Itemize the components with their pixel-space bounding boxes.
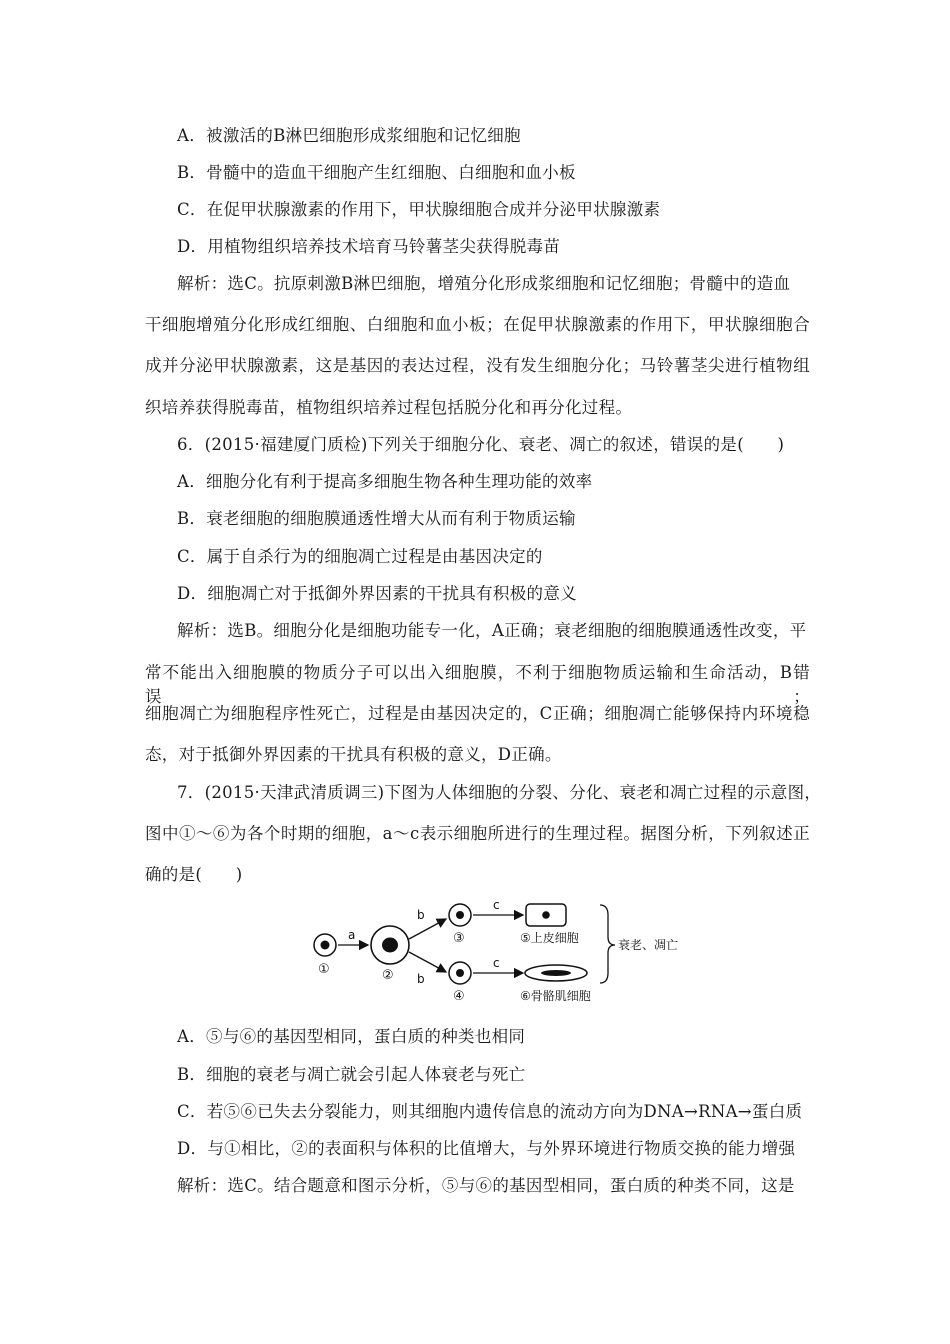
q6-analysis-line-2: 常不能出入细胞膜的物质分子可以出入细胞膜，不利于细胞物质运输和生命活动，B错误； <box>145 663 810 706</box>
q5-option-a: A．被激活的B淋巴细胞形成浆细胞和记忆细胞 <box>177 126 521 145</box>
q5-analysis-line-3: 成并分泌甲状腺激素，这是基因的表达过程，没有发生细胞分化；马铃薯茎尖进行植物组 <box>145 356 810 375</box>
q6-analysis-line-4: 态，对于抵御外界因素的干扰具有积极的意义，D正确。 <box>145 745 562 764</box>
q5-analysis-line-1: 解析：选C。抗原刺激B淋巴细胞，增殖分化形成浆细胞和记忆细胞；骨髓中的造血 <box>177 274 791 293</box>
cell-4-icon <box>449 962 471 984</box>
q5-option-b: B．骨髓中的造血干细胞产生红细胞、白细胞和血小板 <box>177 163 576 182</box>
q7-option-b: B．细胞的衰老与凋亡就会引起人体衰老与死亡 <box>177 1065 526 1084</box>
q7-option-d: D．与①相比，②的表面积与体积的比值增大，与外界环境进行物质交换的能力增强 <box>177 1139 796 1158</box>
cell-process-diagram <box>310 895 690 1005</box>
cell-1-icon <box>314 934 336 956</box>
q7-option-a: A．⑤与⑥的基因型相同，蛋白质的种类也相同 <box>177 1027 526 1046</box>
q6-option-b: B．衰老细胞的细胞膜通透性增大从而有利于物质运输 <box>177 509 576 528</box>
cell-2-icon <box>371 926 409 964</box>
q5-option-d: D．用植物组织培养技术培育马铃薯茎尖获得脱毒苗 <box>177 237 561 256</box>
q6-stem: 6．(2015·福建厦门质检)下列关于细胞分化、衰老、凋亡的叙述，错误的是( ) <box>177 435 785 454</box>
epithelial-cell-icon <box>526 904 566 926</box>
process-b-top-label: b <box>417 908 425 922</box>
q5-option-c: C．在促甲状腺激素的作用下，甲状腺细胞合成并分泌甲状腺激素 <box>177 200 661 219</box>
q5-analysis-line-4: 织培养获得脱毒苗，植物组织培养过程包括脱分化和再分化过程。 <box>145 398 633 417</box>
q5-analysis-line-2: 干细胞增殖分化形成红细胞、白细胞和血小板；在促甲状腺激素的作用下，甲状腺细胞合 <box>145 315 810 334</box>
muscle-cell-icon <box>525 965 587 981</box>
q7-stem-line-1: 7．(2015·天津武清质调三)下图为人体细胞的分裂、分化、衰老和凋亡过程的示意图， <box>177 783 822 802</box>
cell-3-label: ③ <box>453 931 465 946</box>
q7-stem-line-3: 确的是( ) <box>145 865 243 884</box>
cell-1-label: ① <box>318 962 330 977</box>
epithelial-cell-label: ⑤上皮细胞 <box>520 931 579 945</box>
q6-option-d: D．细胞凋亡对于抵御外界因素的干扰具有积极的意义 <box>177 584 577 603</box>
q6-analysis-line-3: 细胞凋亡为细胞程序性死亡，过程是由基因决定的，C正确；细胞凋亡能够保持内环境稳 <box>145 704 810 723</box>
fate-label: 衰老、凋亡 <box>618 938 679 952</box>
q6-option-a: A．细胞分化有利于提高多细胞生物各种生理功能的效率 <box>177 472 593 491</box>
process-c-bottom-label: c <box>493 956 500 970</box>
cell-3-icon <box>449 904 471 926</box>
q6-analysis-line-1: 解析：选B。细胞分化是细胞功能专一化，A正确；衰老细胞的细胞膜通透性改变，平 <box>177 621 807 640</box>
brace-icon <box>600 905 615 983</box>
q7-option-c: C．若⑤⑥已失去分裂能力，则其细胞内遗传信息的流动方向为DNA→RNA→蛋白质 <box>177 1102 803 1121</box>
process-a-label: a <box>348 928 356 942</box>
q7-analysis-line-1: 解析：选C。结合题意和图示分析，⑤与⑥的基因型相同，蛋白质的种类不同，这是 <box>177 1176 795 1195</box>
process-b-bottom-label: b <box>417 972 425 986</box>
cell-2-label: ② <box>382 968 394 983</box>
q7-stem-line-2: 图中①～⑥为各个时期的细胞，a～c表示细胞所进行的生理过程。据图分析，下列叙述正 <box>145 824 810 843</box>
process-c-top-label: c <box>493 898 500 912</box>
q6-option-c: C．属于自杀行为的细胞凋亡过程是由基因决定的 <box>177 547 543 566</box>
cell-4-label: ④ <box>453 989 465 1004</box>
muscle-cell-label: ⑥骨骼肌细胞 <box>520 989 591 1003</box>
